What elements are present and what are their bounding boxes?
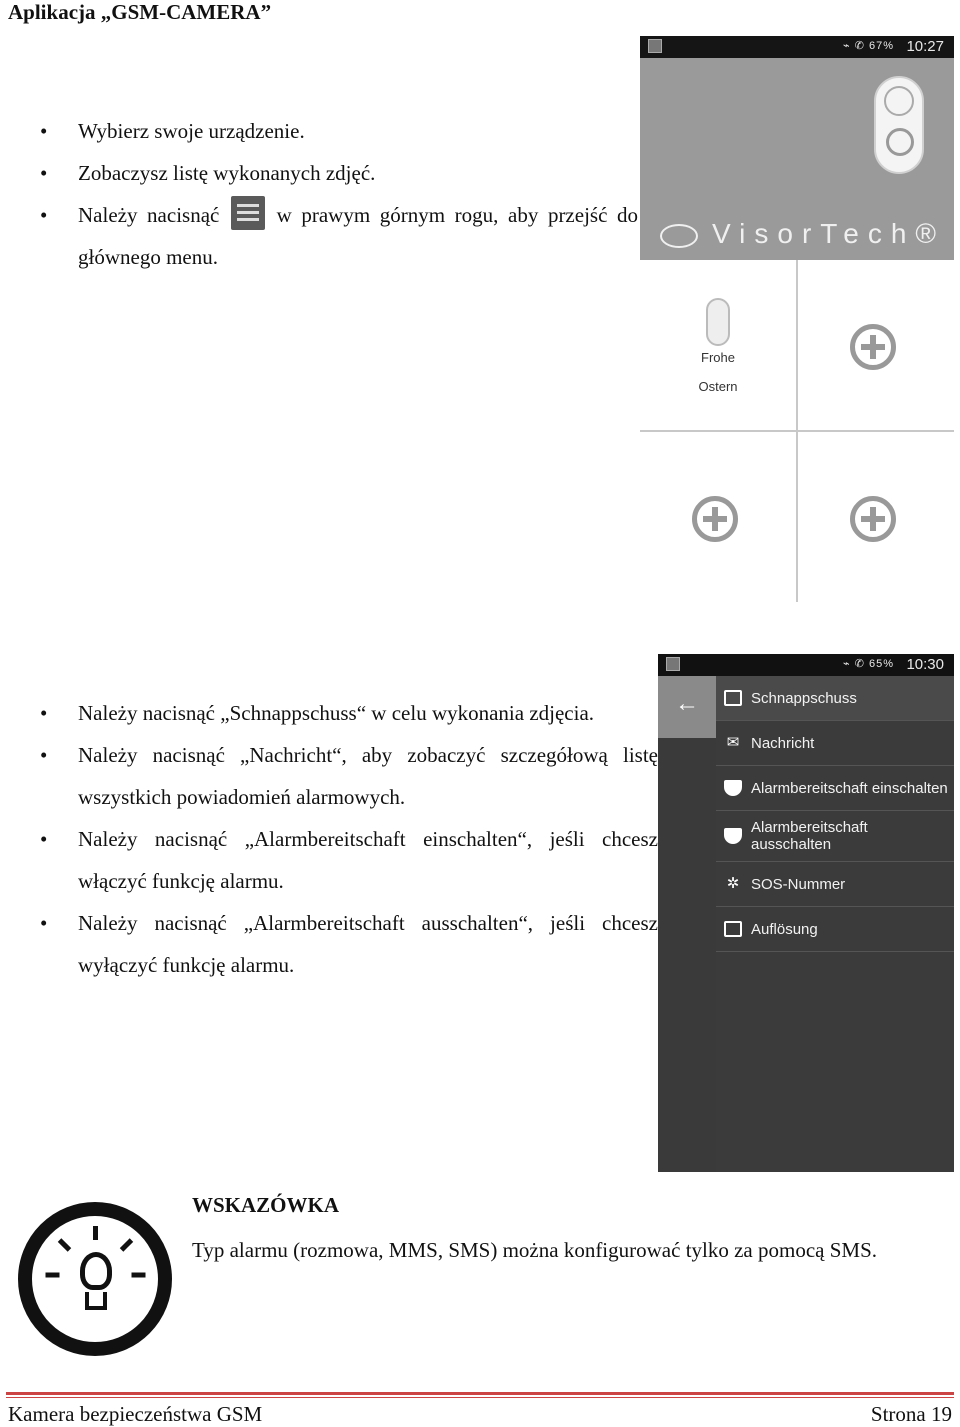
app-banner [640,58,954,260]
footer-doc-title: Kamera bezpieczeństwa GSM [8,1402,263,1426]
shield-x-icon [724,828,742,844]
envelope-icon: ✉ [726,734,740,751]
hamburger-menu-icon [231,196,265,230]
menu-item-label [751,819,868,853]
bullet-item: • Wybierz swoje urządzenie. [40,110,660,152]
status-icons: ⌁ ✆ 67% [843,40,894,52]
status-time: 10:27 [906,38,944,55]
back-arrow-icon[interactable]: ← [658,676,716,738]
menu-item-label-line1: Alarmbereitschaft [751,819,868,836]
menu-item-snapshot[interactable] [716,676,954,721]
bullet3-before: Należy nacisnąć [78,203,220,227]
status-bar [640,36,954,58]
add-device-plus-icon[interactable] [850,324,896,370]
menu-item-message[interactable] [716,721,954,766]
image-icon [724,690,742,706]
lightbulb-hint-icon [18,1202,172,1356]
brand-name: VisorTech® [712,218,946,249]
status-time: 10:30 [906,656,944,673]
menu-item-resolution[interactable] [716,907,954,952]
menu-item-label-line2: ausschalten [751,836,832,853]
bullet-item: • Należy nacisnąć „Alarmbereitschaft einschalten“, jeśli chcesz włączyć funkcję alarmu. [40,818,658,902]
menu-item-label: Auflösung [751,920,818,938]
instructions-list-2 [40,692,660,986]
menu-item-sos-number[interactable] [716,862,954,907]
notification-icon [648,39,662,53]
app-screenshot-device-list [640,36,954,602]
instructions-list-1 [40,110,660,278]
footer-divider [6,1397,954,1398]
status-bar [658,654,954,676]
device-name-line2: Ostern [698,379,738,394]
bullet3-after: w prawym górnym rogu, aby przejść do głównego menu. [78,203,639,269]
menu-item-alarm-off[interactable] [716,811,954,862]
bullet-item [40,194,638,278]
device-tile[interactable] [680,298,756,408]
menu-item-label: Nachricht [751,734,815,752]
shield-check-icon [724,780,742,796]
add-device-plus-icon[interactable] [850,496,896,542]
menu-item-alarm-on[interactable] [716,766,954,811]
resolution-icon [724,921,742,937]
notification-icon [666,657,680,671]
menu-item-label: SOS-Nummer [751,875,846,893]
footer-page-number: Strona 19 [870,1402,952,1426]
camera-icon [706,298,730,346]
menu-item-label: Schnappschuss [751,689,857,707]
menu-item-label: Alarmbereitschaft einschalten [751,779,948,797]
footer-divider [6,1392,954,1395]
bullet-item: • Należy nacisnąć „Nachricht“, aby zobaczyć szczegółową listę wszystkich powiadomień alarmowych. [40,734,658,818]
side-menu [716,676,954,1172]
camera-logo-icon [874,76,924,174]
brand-logo [660,218,945,250]
add-device-plus-icon[interactable] [692,496,738,542]
fish-logo-icon [660,224,698,248]
hint-title: WSKAZÓWKA [192,1193,340,1217]
gear-icon: ✲ [726,875,740,892]
hint-text: Typ alarmu (rozmowa, MMS, SMS) można konfigurować tylko za pomocą SMS. [192,1238,878,1262]
status-icons: ⌁ ✆ 65% [843,658,894,670]
device-name-line1: Frohe [701,350,735,365]
page-header-title: Aplikacja „GSM-CAMERA” [8,0,272,24]
bullet-item: • Zobaczysz listę wykonanych zdjęć. [40,152,660,194]
app-screenshot-main-menu [658,654,954,1172]
bullet-item: • Należy nacisnąć „Schnappschuss“ w celu wykonania zdjęcia. [40,692,658,734]
bullet-item: • Należy nacisnąć „Alarmbereitschaft ausschalten“, jeśli chcesz wyłączyć funkcję alarmu. [40,902,658,986]
